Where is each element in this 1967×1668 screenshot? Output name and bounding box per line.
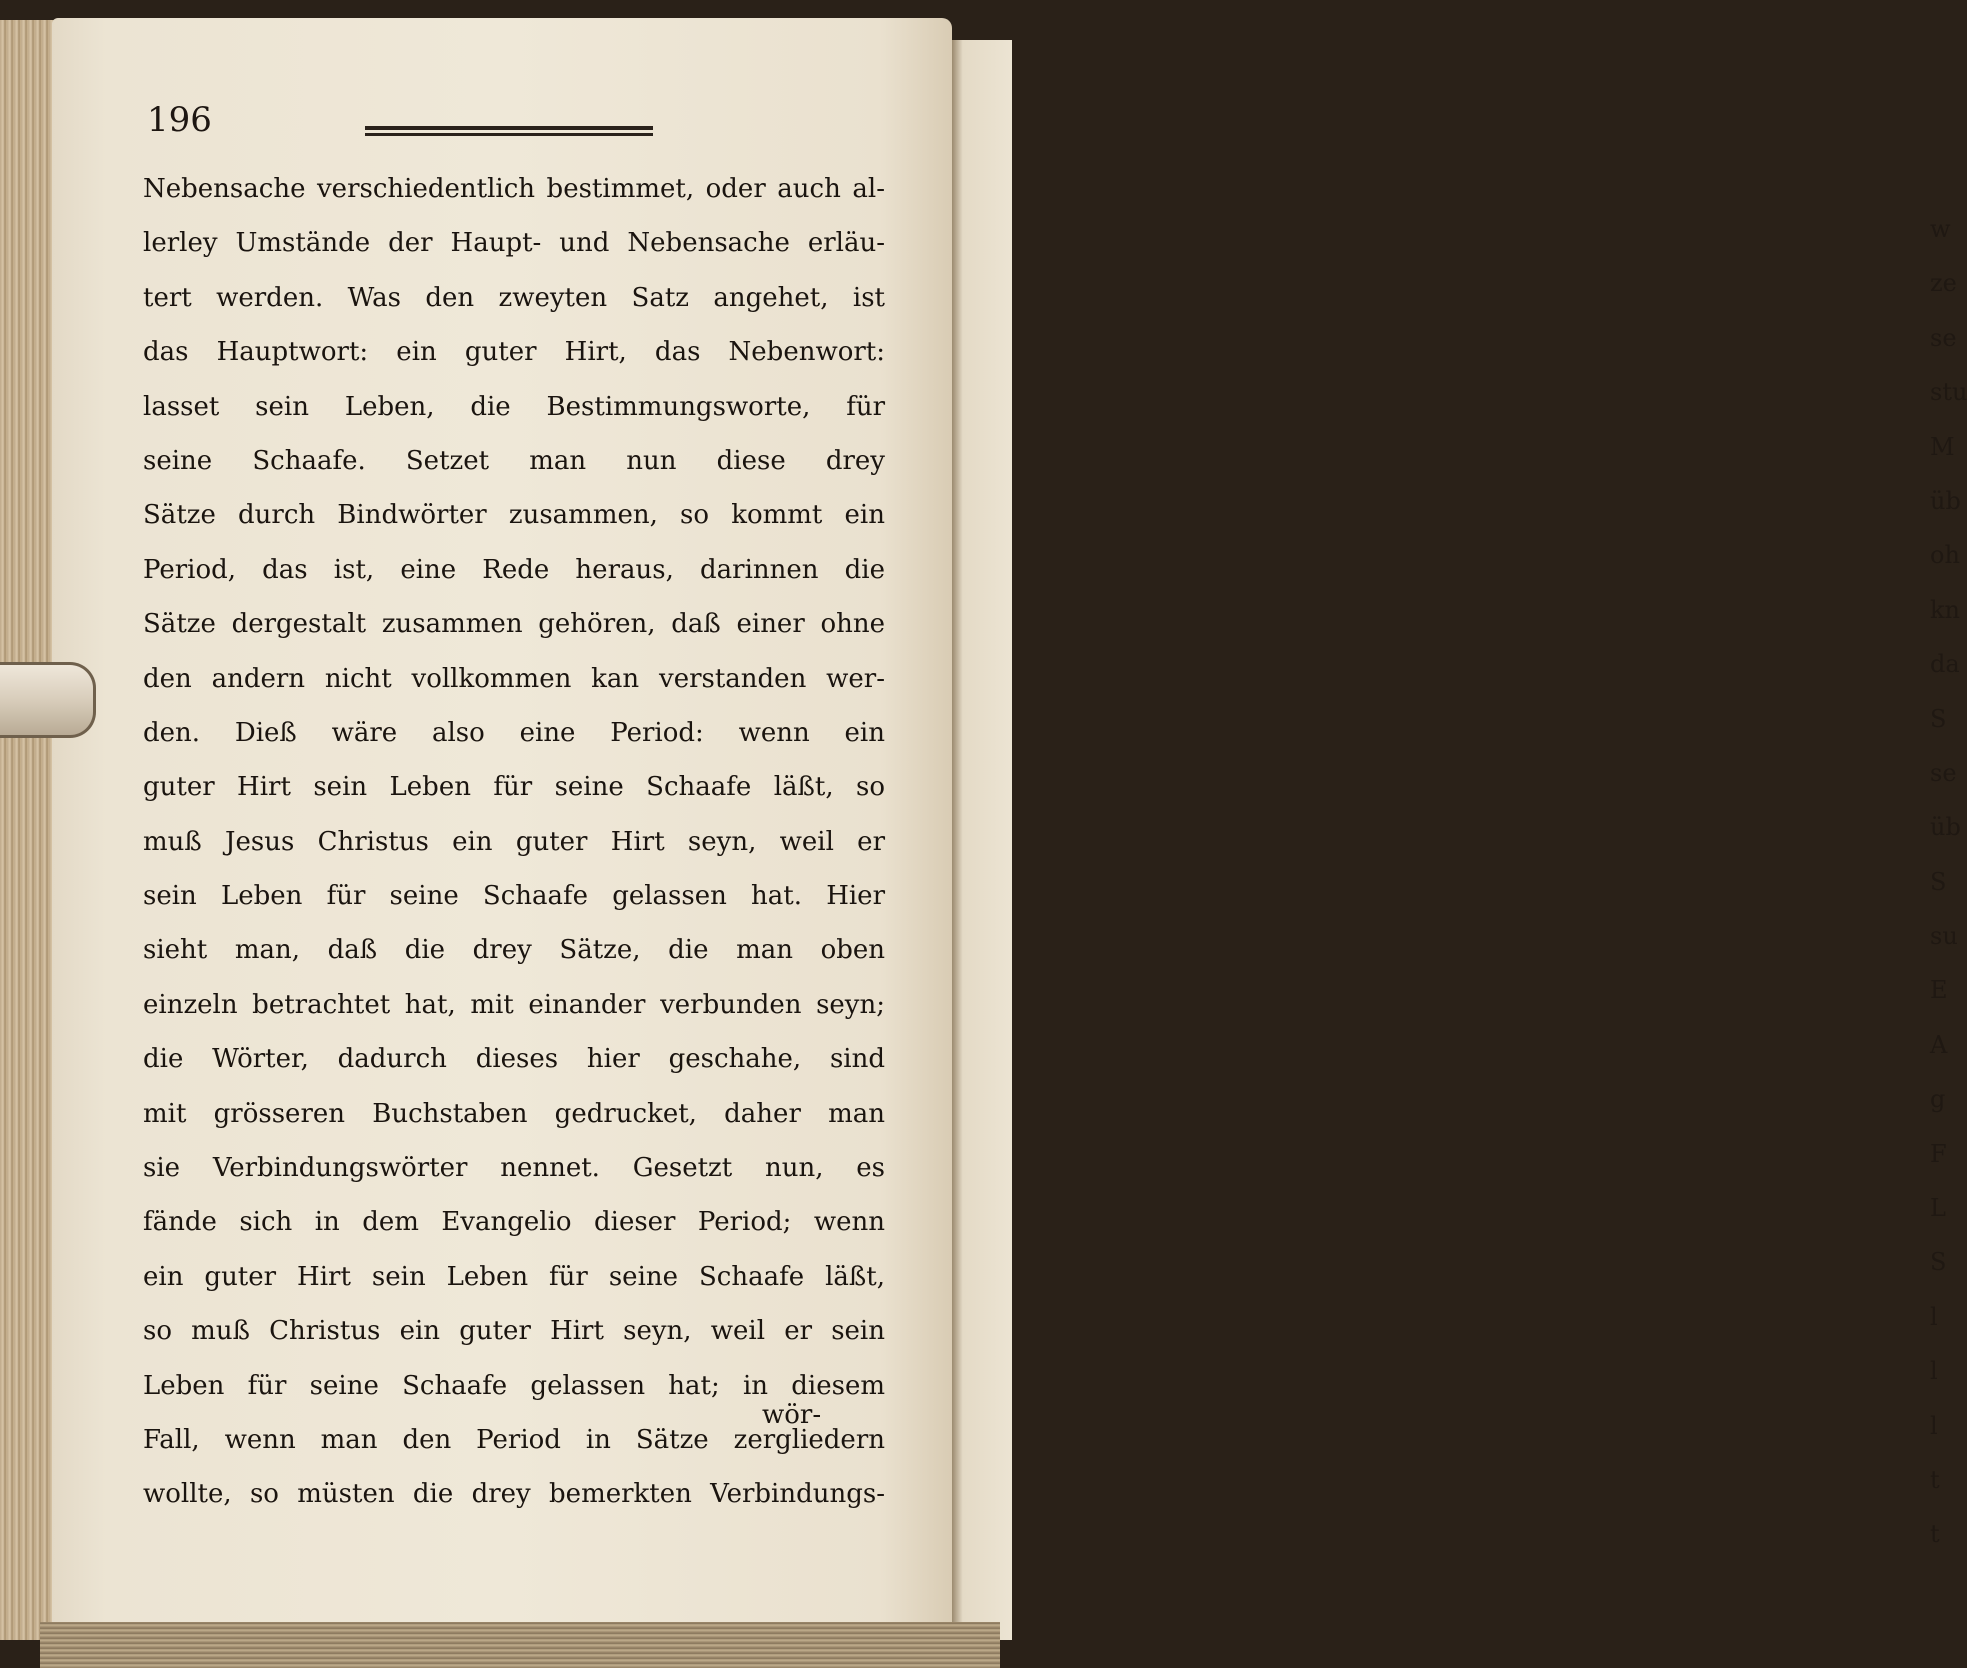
book-bottom-edge bbox=[40, 1622, 1000, 1668]
facing-page-fragment: S bbox=[1930, 1248, 1947, 1277]
text-line: sieht man, daß die drey Sätze, die man oben bbox=[143, 935, 885, 966]
facing-page-fragment: da bbox=[1930, 650, 1960, 679]
text-line: die Wörter, dadurch dieses hier geschahe, sind bbox=[143, 1044, 885, 1075]
text-line: mit grösseren Buchstaben gedrucket, daher man bbox=[143, 1098, 885, 1129]
text-line: Sätze dergestalt zusammen gehören, daß einer ohne bbox=[143, 609, 885, 640]
facing-page-fragment: se bbox=[1930, 758, 1957, 787]
text-line: Fall, wenn man den Period in Sätze zergliedern bbox=[143, 1424, 885, 1455]
facing-page-fragment: t bbox=[1930, 1465, 1940, 1494]
text-line: den. Dieß wäre also eine Period: wenn ein bbox=[143, 717, 885, 748]
book-fore-edge bbox=[0, 20, 60, 1640]
facing-page-fragment: t bbox=[1930, 1520, 1940, 1549]
text-line: Leben für seine Schaafe gelassen hat; in diesem bbox=[143, 1370, 885, 1401]
text-line: seine Schaafe. Setzet man nun diese drey bbox=[143, 445, 885, 476]
facing-page-fragment: S bbox=[1930, 704, 1947, 733]
text-line: wollte, so müsten die drey bemerkten Verbindungs- bbox=[143, 1479, 885, 1510]
header-rule bbox=[365, 126, 653, 136]
page-number: 196 bbox=[147, 100, 212, 140]
facing-page-fragment: se bbox=[1930, 323, 1957, 352]
facing-page-fragment: l bbox=[1930, 1357, 1938, 1386]
text-line: einzeln betrachtet hat, mit einander verbunden seyn; bbox=[143, 989, 885, 1020]
facing-page-fragment: w bbox=[1930, 215, 1951, 243]
text-line: fände sich in dem Evangelio dieser Period; wenn bbox=[143, 1207, 885, 1238]
text-line: Nebensache verschiedentlich bestimmet, oder auch al- bbox=[143, 174, 885, 204]
facing-page-fragment: l bbox=[1930, 1302, 1938, 1331]
text-line: muß Jesus Christus ein guter Hirt seyn, weil er bbox=[143, 826, 885, 857]
facing-page-fragment: oh bbox=[1930, 541, 1960, 570]
facing-page-edge bbox=[952, 40, 1967, 1640]
text-line: den andern nicht vollkommen kan verstanden wer- bbox=[143, 663, 885, 694]
facing-page-fragment: A bbox=[1930, 1030, 1948, 1059]
text-line: lasset sein Leben, die Bestimmungsworte, für bbox=[143, 391, 885, 422]
facing-page-fragment: g bbox=[1930, 1085, 1946, 1114]
facing-page-fragment: M bbox=[1930, 432, 1955, 461]
facing-page-fragment: F bbox=[1930, 1139, 1947, 1168]
facing-page-fragment: üb bbox=[1930, 813, 1961, 842]
facing-page-fragment: kn bbox=[1930, 595, 1960, 624]
body-text bbox=[143, 162, 885, 1522]
book-clasp bbox=[0, 662, 96, 738]
text-line: das Hauptwort: ein guter Hirt, das Nebenwort: bbox=[143, 337, 885, 368]
facing-page-fragment: E bbox=[1930, 976, 1948, 1005]
text-line: tert werden. Was den zweyten Satz angehet, ist bbox=[143, 282, 885, 313]
text-line: so muß Christus ein guter Hirt seyn, weil er sein bbox=[143, 1316, 885, 1347]
facing-page-fragment: ze bbox=[1930, 269, 1957, 298]
facing-page-fragment: S bbox=[1930, 867, 1947, 896]
facing-page-fragment: su bbox=[1930, 922, 1958, 951]
facing-page-fragment: l bbox=[1930, 1411, 1938, 1440]
text-line: sie Verbindungswörter nennet. Gesetzt nun, es bbox=[143, 1153, 885, 1184]
text-line: guter Hirt sein Leben für seine Schaafe läßt, so bbox=[143, 772, 885, 803]
facing-page-text bbox=[1930, 202, 1967, 1562]
text-line: sein Leben für seine Schaafe gelassen hat. Hier bbox=[143, 881, 885, 912]
text-line: lerley Umstände der Haupt- und Nebensache erläu- bbox=[143, 228, 885, 259]
catchword: wör- bbox=[762, 1400, 822, 1430]
facing-page-fragment: üb bbox=[1930, 486, 1961, 515]
facing-page-fragment: L bbox=[1930, 1194, 1946, 1223]
facing-page-fragment: stu bbox=[1930, 378, 1967, 407]
text-line: ein guter Hirt sein Leben für seine Schaafe läßt, bbox=[143, 1261, 885, 1292]
text-line: Period, das ist, eine Rede heraus, darinnen die bbox=[143, 554, 885, 585]
text-line: Sätze durch Bindwörter zusammen, so kommt ein bbox=[143, 500, 885, 531]
